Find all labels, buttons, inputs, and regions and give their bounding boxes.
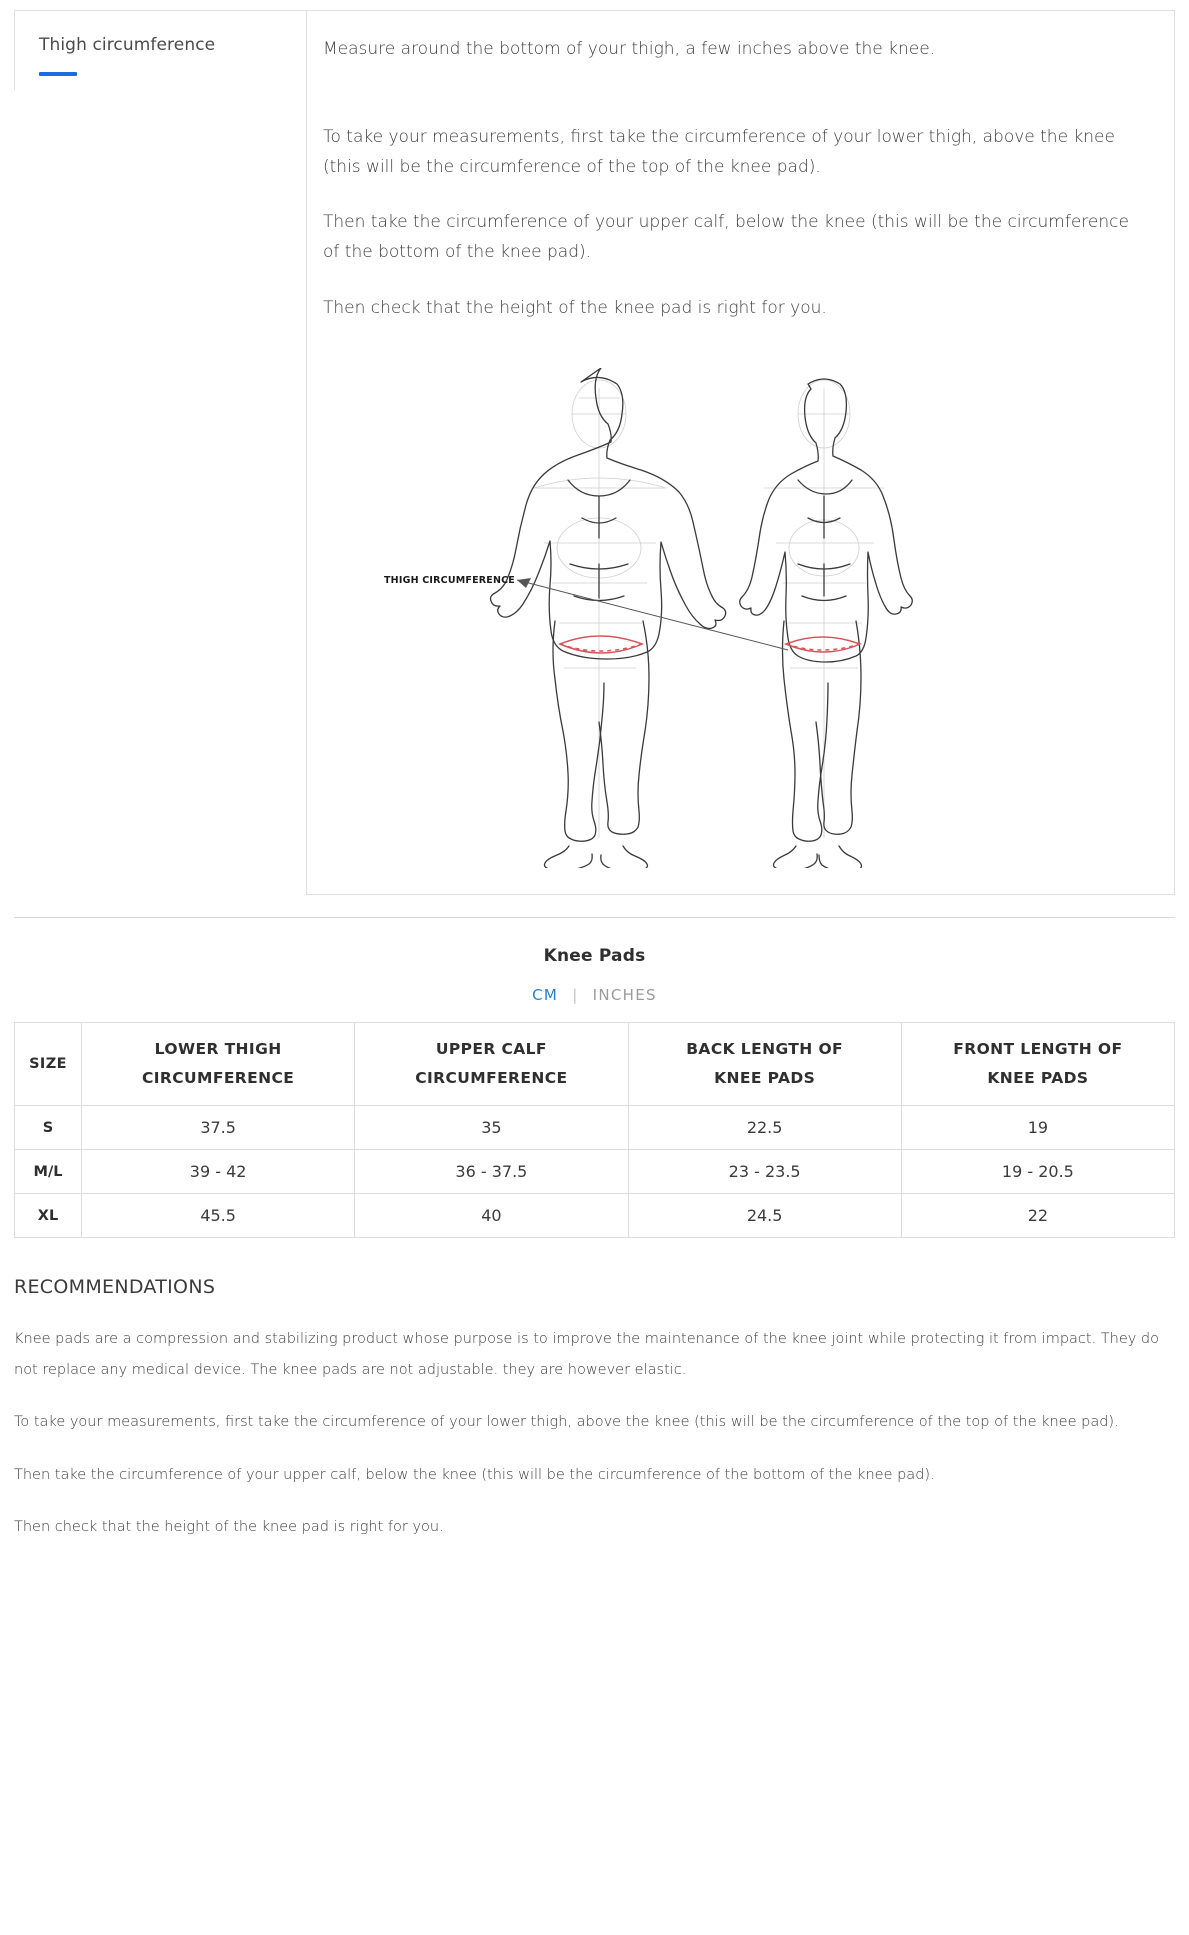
description-intro: Measure around the bottom of your thigh, a few inches above the knee. — [323, 39, 936, 59]
size-chart-header — [15, 1022, 1175, 1106]
unit-inches-option[interactable]: INCHES — [592, 985, 657, 1004]
table-row — [15, 1194, 1175, 1238]
header-lower-thigh-line2: CIRCUMFERENCE — [141, 1068, 295, 1087]
tab-thigh-circumference[interactable] — [14, 10, 307, 90]
size-chart-title: Knee Pads — [543, 945, 646, 966]
header-upper-calf — [355, 1022, 628, 1106]
header-lower-thigh-line1: LOWER THIGH — [154, 1039, 282, 1058]
header-size: SIZE — [15, 1022, 82, 1106]
description-paragraph-1: To take your measurements, first take the circumference of your lower thigh, above the knee (this will be the circumference of the top of the knee pad). — [323, 126, 1115, 177]
header-back-length — [628, 1022, 901, 1106]
size-chart-body — [15, 1106, 1175, 1238]
row-size: XL — [15, 1194, 82, 1238]
recommendations-paragraph-3: Then take the circumference of your upper calf, below the knee (this will be the circumference of the bottom of the knee pad). — [14, 1466, 935, 1483]
header-back-length-line2: KNEE PADS — [714, 1068, 816, 1087]
recommendations-paragraph-4: Then check that the height of the knee pad is right for you. — [14, 1519, 444, 1536]
header-front-length-line2: KNEE PADS — [987, 1068, 1089, 1087]
table-row — [15, 1106, 1175, 1150]
row-size: S — [15, 1106, 82, 1150]
tab-column — [14, 10, 307, 895]
tab-active-indicator — [39, 72, 77, 76]
unit-switcher — [0, 986, 1189, 1004]
header-back-length-line1: BACK LENGTH OF — [686, 1039, 844, 1058]
row-size: M/L — [15, 1150, 82, 1194]
recommendations-title: RECOMMENDATIONS — [14, 1276, 216, 1299]
thigh-measurement-diagram — [384, 368, 1084, 868]
row-lower-thigh: 45.5 — [82, 1194, 355, 1238]
header-front-length — [901, 1022, 1174, 1106]
measurement-description — [307, 10, 1175, 895]
row-back-length: 23 - 23.5 — [628, 1150, 901, 1194]
table-header-row — [15, 1022, 1175, 1106]
row-front-length: 19 — [901, 1106, 1174, 1150]
recommendations-paragraph-2: To take your measurements, first take the circumference of your lower thigh, above the knee (this will be the circumference of the top of the knee pad). — [14, 1414, 1119, 1431]
side-body-outline — [739, 379, 912, 868]
table-row — [15, 1150, 1175, 1194]
thigh-measurement-highlight — [560, 636, 860, 653]
size-chart-table — [14, 1022, 1175, 1239]
header-upper-calf-line2: CIRCUMFERENCE — [415, 1068, 568, 1087]
row-lower-thigh: 39 - 42 — [82, 1150, 355, 1194]
row-back-length: 24.5 — [628, 1194, 901, 1238]
size-guide-page — [0, 10, 1189, 1573]
description-paragraph-2: Then take the circumference of your upper calf, below the knee (this will be the circumference of the bottom of the knee pad). — [323, 212, 1129, 262]
row-front-length: 19 - 20.5 — [901, 1150, 1174, 1194]
row-upper-calf: 40 — [355, 1194, 628, 1238]
front-body-outline — [490, 368, 725, 868]
header-front-length-line1: FRONT LENGTH OF — [953, 1039, 1123, 1058]
recommendations-paragraph-1: Knee pads are a compression and stabilizing product whose purpose is to improve the maintenance of the knee joint while protecting it from impact. They do not replace any medical device. The knee pads are not adjustable. they are however elastic. — [14, 1331, 1160, 1378]
construction-guides — [534, 380, 884, 838]
row-lower-thigh: 37.5 — [82, 1106, 355, 1150]
thigh-circumference-label: THIGH CIRCUMFERENCE — [383, 574, 515, 586]
body-measurement-illustration — [323, 368, 1144, 868]
row-upper-calf: 35 — [355, 1106, 628, 1150]
section-divider — [14, 917, 1175, 918]
row-front-length: 22 — [901, 1194, 1174, 1238]
header-lower-thigh — [82, 1022, 355, 1106]
header-upper-calf-line1: UPPER CALF — [435, 1039, 547, 1058]
row-back-length: 22.5 — [628, 1106, 901, 1150]
row-upper-calf: 36 - 37.5 — [355, 1150, 628, 1194]
unit-separator: | — [572, 985, 579, 1004]
description-paragraph-3: Then check that the height of the knee pad is right for you. — [323, 297, 827, 318]
recommendations-section — [14, 1276, 1175, 1572]
tab-label: Thigh circumference — [39, 35, 216, 55]
measurement-panel — [14, 10, 1175, 895]
tab-column-filler — [14, 90, 307, 895]
unit-cm-option[interactable]: CM — [532, 985, 559, 1004]
